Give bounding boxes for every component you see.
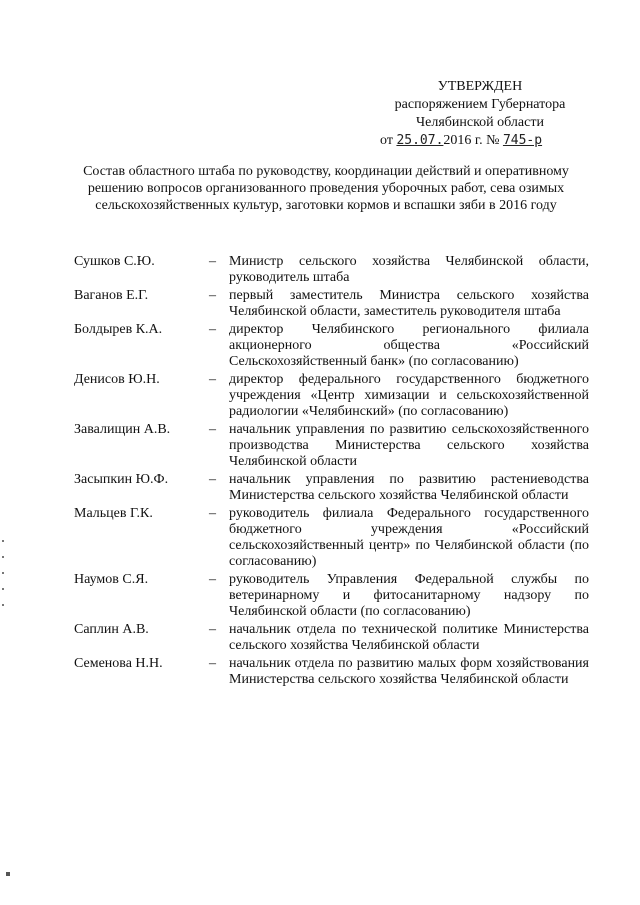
member-name: Денисов Ю.Н. bbox=[74, 372, 160, 387]
member-dash: – bbox=[209, 422, 216, 437]
member-row bbox=[74, 472, 589, 504]
approval-date: 25.07. bbox=[396, 133, 444, 148]
scan-corner-mark bbox=[6, 872, 10, 876]
member-position: первый заместитель Министра сельского хозяйства Челябинской области, заместитель руководителя штаба bbox=[229, 288, 589, 319]
member-dash: – bbox=[209, 288, 216, 303]
member-dash: – bbox=[209, 506, 216, 521]
member-dash: – bbox=[209, 372, 216, 387]
member-position: Министр сельского хозяйства Челябинской области, руководитель штаба bbox=[229, 254, 589, 285]
approval-year: 2016 г. bbox=[443, 133, 483, 148]
approval-stamp bbox=[370, 78, 590, 150]
member-name: Мальцев Г.К. bbox=[74, 506, 153, 521]
member-name: Семенова Н.Н. bbox=[74, 656, 163, 671]
approval-date-line bbox=[370, 132, 590, 150]
member-row bbox=[74, 622, 589, 654]
member-row bbox=[74, 322, 589, 370]
member-position: начальник отдела по технической политике Министерства сельского хозяйства Челябинской области bbox=[229, 622, 589, 653]
member-row bbox=[74, 372, 589, 420]
approval-region: Челябинской области bbox=[416, 115, 544, 130]
member-position: руководитель филиала Федерального государственного бюджетного учреждения «Российский сельскохозяйственный центр» по Челябинской области (по согласованию) bbox=[229, 506, 589, 569]
approval-status: УТВЕРЖДЕН bbox=[437, 79, 523, 94]
member-dash: – bbox=[209, 656, 216, 671]
member-row bbox=[74, 254, 589, 286]
member-dash: – bbox=[209, 472, 216, 487]
member-dash: – bbox=[209, 572, 216, 587]
member-position: директор федерального государственного бюджетного учреждения «Центр химизации и сельскохозяйственной радиологии «Челябинский» (по согласованию) bbox=[229, 372, 589, 419]
member-row bbox=[74, 656, 589, 688]
member-position: руководитель Управления Федеральной службы по ветеринарному и фитосанитарному надзору по Челябинской области (по согласованию) bbox=[229, 572, 589, 619]
member-dash: – bbox=[209, 622, 216, 637]
member-name: Завалищин А.В. bbox=[74, 422, 171, 437]
member-dash: – bbox=[209, 322, 216, 337]
member-position: начальник управления по развитию растениеводства Министерства сельского хозяйства Челябинской области bbox=[229, 472, 589, 503]
member-name: Сушков С.Ю. bbox=[74, 254, 155, 269]
member-row bbox=[74, 572, 589, 620]
members-list bbox=[74, 254, 589, 690]
member-name: Ваганов Е.Г. bbox=[74, 288, 149, 303]
member-position: начальник управления по развитию сельскохозяйственного производства Министерства сельского хозяйства Челябинской области bbox=[229, 422, 589, 469]
member-name: Болдырев К.А. bbox=[74, 322, 163, 337]
document-title: Состав областного штаба по руководству, координации действий и оперативному решению вопросов организованного проведения уборочных работ, сева озимых сельскохозяйственных культур, заготовки кормов и вспашки зяби в 2016 году bbox=[83, 164, 569, 213]
member-dash: – bbox=[209, 254, 216, 269]
number-label: № bbox=[486, 133, 500, 148]
member-name: Засыпкин Ю.Ф. bbox=[74, 472, 169, 487]
member-position: директор Челябинского регионального филиала акционерного общества «Российский Сельскохозяйственный банк» (по согласованию) bbox=[229, 322, 589, 369]
member-position: начальник отдела по развитию малых форм хозяйствования Министерства сельского хозяйства Челябинской области bbox=[229, 656, 589, 687]
member-name: Саплин А.В. bbox=[74, 622, 149, 637]
member-row bbox=[74, 422, 589, 470]
approval-by: распоряжением Губернатора bbox=[394, 97, 566, 112]
member-name: Наумов С.Я. bbox=[74, 572, 149, 587]
member-row bbox=[74, 506, 589, 570]
from-prefix: от bbox=[380, 133, 393, 148]
scan-margin-marks bbox=[2, 540, 6, 620]
member-row bbox=[74, 288, 589, 320]
approval-number: 745-р bbox=[502, 133, 543, 148]
